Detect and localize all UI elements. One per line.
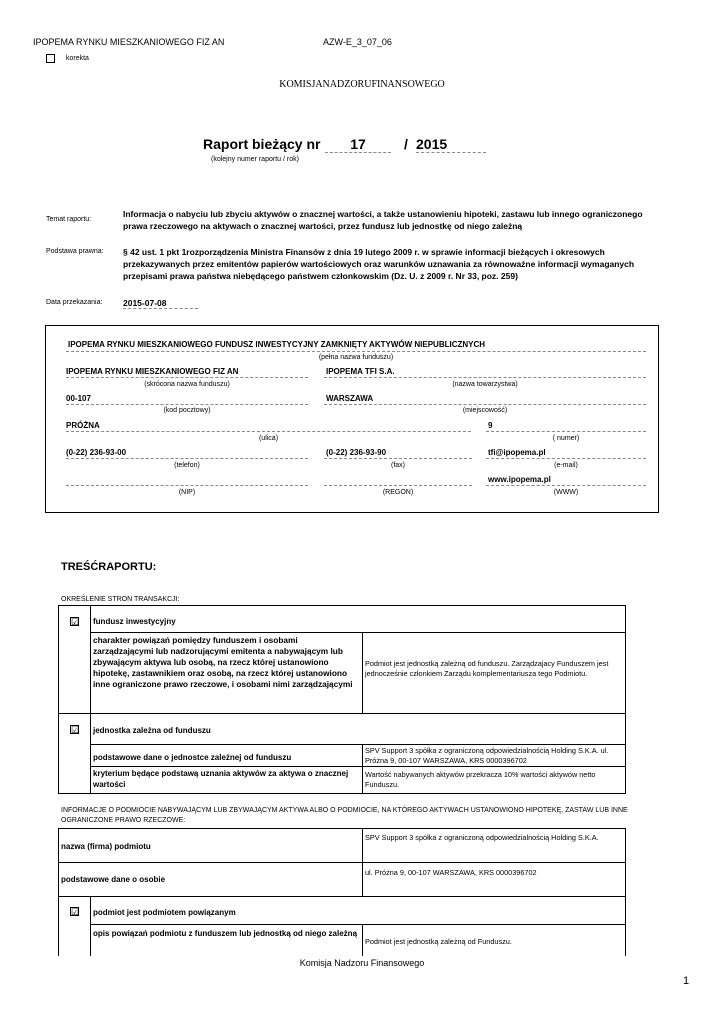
- fund-full-name: IPOPEMA RYNKU MIESZKANIOWEGO FUNDUSZ INWESTYCYJNY ZAMKNIĘTY AKTYWÓW NIEPUBLICZNYCH: [68, 340, 486, 349]
- criterion-question: kryterium będące podstawą uznania aktywów za aktywa o znacznej wartości: [93, 769, 349, 789]
- page-number: 1: [683, 975, 690, 987]
- number-label: ( numer): [552, 435, 580, 442]
- fund-check-label: fundusz inwestycyjny: [93, 617, 176, 626]
- legal-text: § 42 ust. 1 pkt 1rozporządzenia Ministra Finansów z dnia 19 lutego 2009 r. w sprawie informacji bieżących i okresowych przekazywanych przez emitentów papierów wartościowych oraz warunków uznawania za równoważne informacji wymaganych przepisami prawa państwa niebędącego państwem członkowskim (Dz. U. z 2009 r. Nr 33, poz. 259): [123, 247, 635, 281]
- entity-basic-question: podstawowe dane o osobie: [61, 875, 166, 884]
- entity-label: INFORMACJE O PODMIOCIE NABYWAJĄCYM LUB ZBYWAJĄCYM AKTYWA ALBO O PODMIOCIE, NA KTÓREGO AKTYWACH USTANOWIONO HIPOTEKĘ, ZASTAW LUB INNE OGRANICZONE PRAWO RZECZOWE:: [61, 807, 628, 824]
- fax-label: (fax): [391, 462, 405, 469]
- company-name: IPOPEMA TFI S.A.: [326, 367, 395, 376]
- www: www.ipopema.pl: [488, 475, 551, 484]
- report-year: 2015: [416, 136, 486, 153]
- subject-label: Temat raportu:: [46, 216, 92, 223]
- footer-text: Komisja Nadzoru Finansowego: [299, 958, 425, 968]
- related-question: opis powiązań podmiotu z funduszem lub jednostką od niego zależną: [93, 929, 358, 938]
- street: PRÓŻNA: [66, 421, 100, 430]
- city: WARSZAWA: [326, 394, 374, 403]
- authority-title: KOMISJANADZORUFINANSOWEGO: [279, 79, 445, 90]
- subject-text: Informacja o nabyciu lub zbyciu aktywów o znacznej wartości, a także ustanowieniu hipoteki, zastawu lub innego ograniczonego prawa rzeczowego na aktywach o znacznej wartości, przez fundusz lub jednostkę od niego zależną: [123, 209, 643, 231]
- legal-label: Podstawa prawna:: [46, 248, 104, 255]
- phone-label: (telefon): [174, 462, 200, 469]
- related-answer: Podmiot jest jednostką zależną od Funduszu.: [365, 937, 512, 946]
- regon-label: (REGON): [382, 489, 414, 496]
- related-checkbox[interactable]: ☑: [71, 907, 80, 917]
- header-code: AZW-E_3_07_06: [323, 37, 392, 47]
- street-label: (ulica): [258, 435, 279, 442]
- content-heading: TREŚĆRAPORTU:: [61, 561, 157, 573]
- entity-basic-answer: ul. Próżna 9, 00-107 WARSZAWA, KRS 0000396702: [365, 868, 537, 877]
- korekta-label: korekta: [66, 55, 89, 62]
- subsidiary-basic-answer: SPV Support 3 spółka z ograniczoną odpowiedzialnością Holding S.K.A. ul. Próżna 9, 00-107 WARSZAWA, KRS 0000396702: [365, 746, 609, 765]
- report-title: Raport bieżący nr: [203, 136, 321, 152]
- www-label: (WWW): [553, 489, 579, 496]
- report-slash: /: [404, 136, 408, 152]
- korekta-checkbox[interactable]: [46, 54, 55, 63]
- nip-label: (NIP): [178, 489, 196, 496]
- report-number: 17: [325, 136, 391, 153]
- parties-label: OKREŚLENIE STRON TRANSAKCJI:: [61, 596, 180, 603]
- related-check-label: podmiot jest podmiotem powiązanym: [93, 908, 236, 917]
- header-fund: IPOPEMA RYNKU MIESZKANIOWEGO FIZ AN: [33, 37, 225, 47]
- date-label: Data przekazania:: [46, 299, 103, 306]
- postal-label: (kod pocztowy): [163, 407, 211, 414]
- subsidiary-checkbox[interactable]: ☑: [71, 725, 80, 735]
- entity-name-answer: SPV Support 3 spółka z ograniczoną odpowiedzialnością Holding S.K.A.: [365, 833, 599, 842]
- fund-full-name-label: (pełna nazwa funduszu): [318, 354, 394, 361]
- criterion-answer: Wartość nabywanych aktywów przekracza 10% wartości aktywów netto Funduszu.: [365, 770, 596, 789]
- report-hint: (kolejny numer raportu / rok): [211, 156, 299, 163]
- date-value: 2015-07-08: [123, 298, 198, 309]
- relation-answer: Podmiot jest jednostką zależną od funduszu. Zarządzajacy Funduszem jest jednocześnie członkiem Zarządu komplementariusza tego Podmiotu.: [365, 659, 609, 678]
- entity-name-question: nazwa (firma) podmiotu: [61, 842, 151, 851]
- email: tfi@ipopema.pl: [488, 448, 546, 457]
- fund-checkbox[interactable]: ☑: [71, 617, 80, 627]
- phone: (0-22) 236-93-00: [66, 448, 127, 457]
- city-label: (miejscowość): [462, 407, 508, 414]
- fax: (0-22) 236-93-90: [326, 448, 387, 457]
- fund-short-name: IPOPEMA RYNKU MIESZKANIOWEGO FIZ AN: [66, 367, 239, 376]
- subsidiary-basic-question: podstawowe dane o jednostce zależnej od funduszu: [93, 753, 292, 762]
- street-number: 9: [488, 421, 493, 430]
- postal-code: 00-107: [66, 394, 91, 403]
- email-label: (e-mail): [554, 462, 578, 469]
- fund-short-name-label: (skrócona nazwa funduszu): [144, 381, 230, 388]
- relation-question: charakter powiązań pomiędzy funduszem i osobami zarządzającymi lub nadzorującymi emitenta a nabywającym lub zbywającym aktywa lub osobą, na rzecz której ustanowiono hipotekę, zastawnikiem oraz osobą, na rzecz której ustanowiono inne ograniczone prawo rzeczowe, i osobami nimi zarządzającymi: [93, 635, 353, 689]
- company-label: (nazwa towarzystwa): [452, 381, 518, 388]
- subsidiary-check-label: jednostka zależna od funduszu: [93, 726, 211, 735]
